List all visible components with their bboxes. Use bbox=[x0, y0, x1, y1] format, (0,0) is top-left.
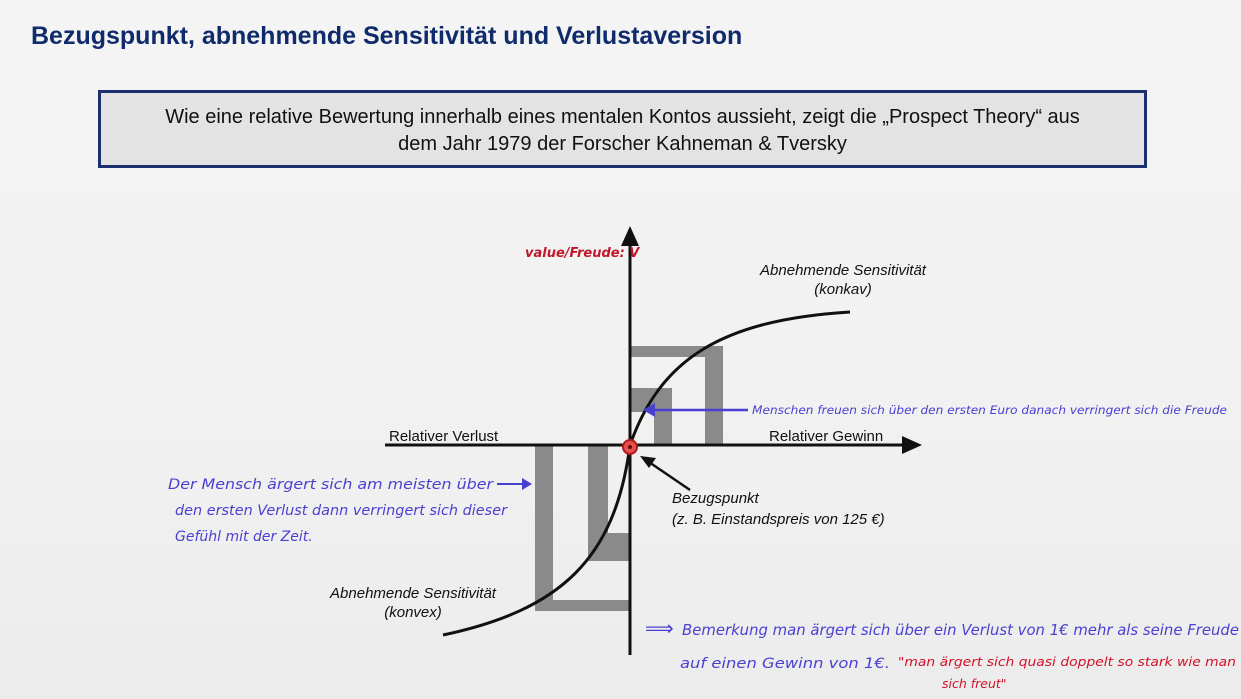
gain-bar-inner-vertical bbox=[654, 388, 672, 444]
gain-note: Menschen freuen sich über den ersten Euro danach verringert sich die Freude bbox=[752, 403, 1227, 417]
reference-arrow bbox=[646, 460, 690, 490]
intro-line-1: Wie eine relative Bewertung innerhalb eines mentalen Kontos aussieht, zeigt die „Prospect Theory“ aus bbox=[165, 106, 1080, 128]
remark-quote-line1: "man ärgert sich quasi doppelt so stark wie man bbox=[898, 654, 1237, 669]
loss-bar-bottom-horizontal bbox=[535, 600, 630, 611]
gain-bars bbox=[630, 346, 723, 444]
remark-line2: auf einen Gewinn von 1€. bbox=[680, 656, 890, 672]
x-axis-left-label: Relativer Verlust bbox=[389, 428, 499, 445]
convex-label-line1: Abnehmende Sensitivität bbox=[330, 585, 496, 602]
remark-quote-line2: sich freut" bbox=[942, 676, 1007, 691]
reference-label-line1: Bezugspunkt bbox=[672, 490, 759, 507]
remark-implies-icon: ⟹ bbox=[645, 616, 674, 640]
loss-note-line2: den ersten Verlust dann verringert sich dieser bbox=[175, 503, 509, 519]
convex-label-line2: (konvex) bbox=[384, 604, 442, 621]
slide-title: Bezugspunkt, abnehmende Sensitivität und Verlustaversion bbox=[31, 22, 743, 50]
concave-label-line2: (konkav) bbox=[814, 281, 872, 298]
x-axis-arrow-icon bbox=[902, 436, 922, 454]
reference-point-center bbox=[628, 445, 632, 449]
loss-bars bbox=[535, 446, 630, 611]
y-axis-label: value/Freude: V bbox=[525, 246, 640, 261]
loss-bar-mid-horizontal bbox=[588, 533, 630, 561]
reference-label-line2: (z. B. Einstandspreis von 125 €) bbox=[672, 511, 885, 528]
y-axis-arrow-icon bbox=[621, 226, 639, 246]
intro-line-2: dem Jahr 1979 der Forscher Kahneman & Tversky bbox=[398, 133, 847, 155]
gain-bar-right-vertical bbox=[705, 346, 723, 444]
loss-bar-left-vertical bbox=[535, 446, 553, 611]
loss-note-line1: Der Mensch ärgert sich am meisten über bbox=[168, 477, 495, 493]
loss-note-line3: Gefühl mit der Zeit. bbox=[175, 529, 313, 545]
x-axis-right-label: Relativer Gewinn bbox=[769, 428, 884, 445]
loss-note-arrow-head-icon bbox=[522, 478, 532, 490]
concave-label-line1: Abnehmende Sensitivität bbox=[760, 262, 926, 279]
remark-line1: Bemerkung man ärgert sich über ein Verlust von 1€ mehr als seine Freude bbox=[682, 621, 1239, 639]
